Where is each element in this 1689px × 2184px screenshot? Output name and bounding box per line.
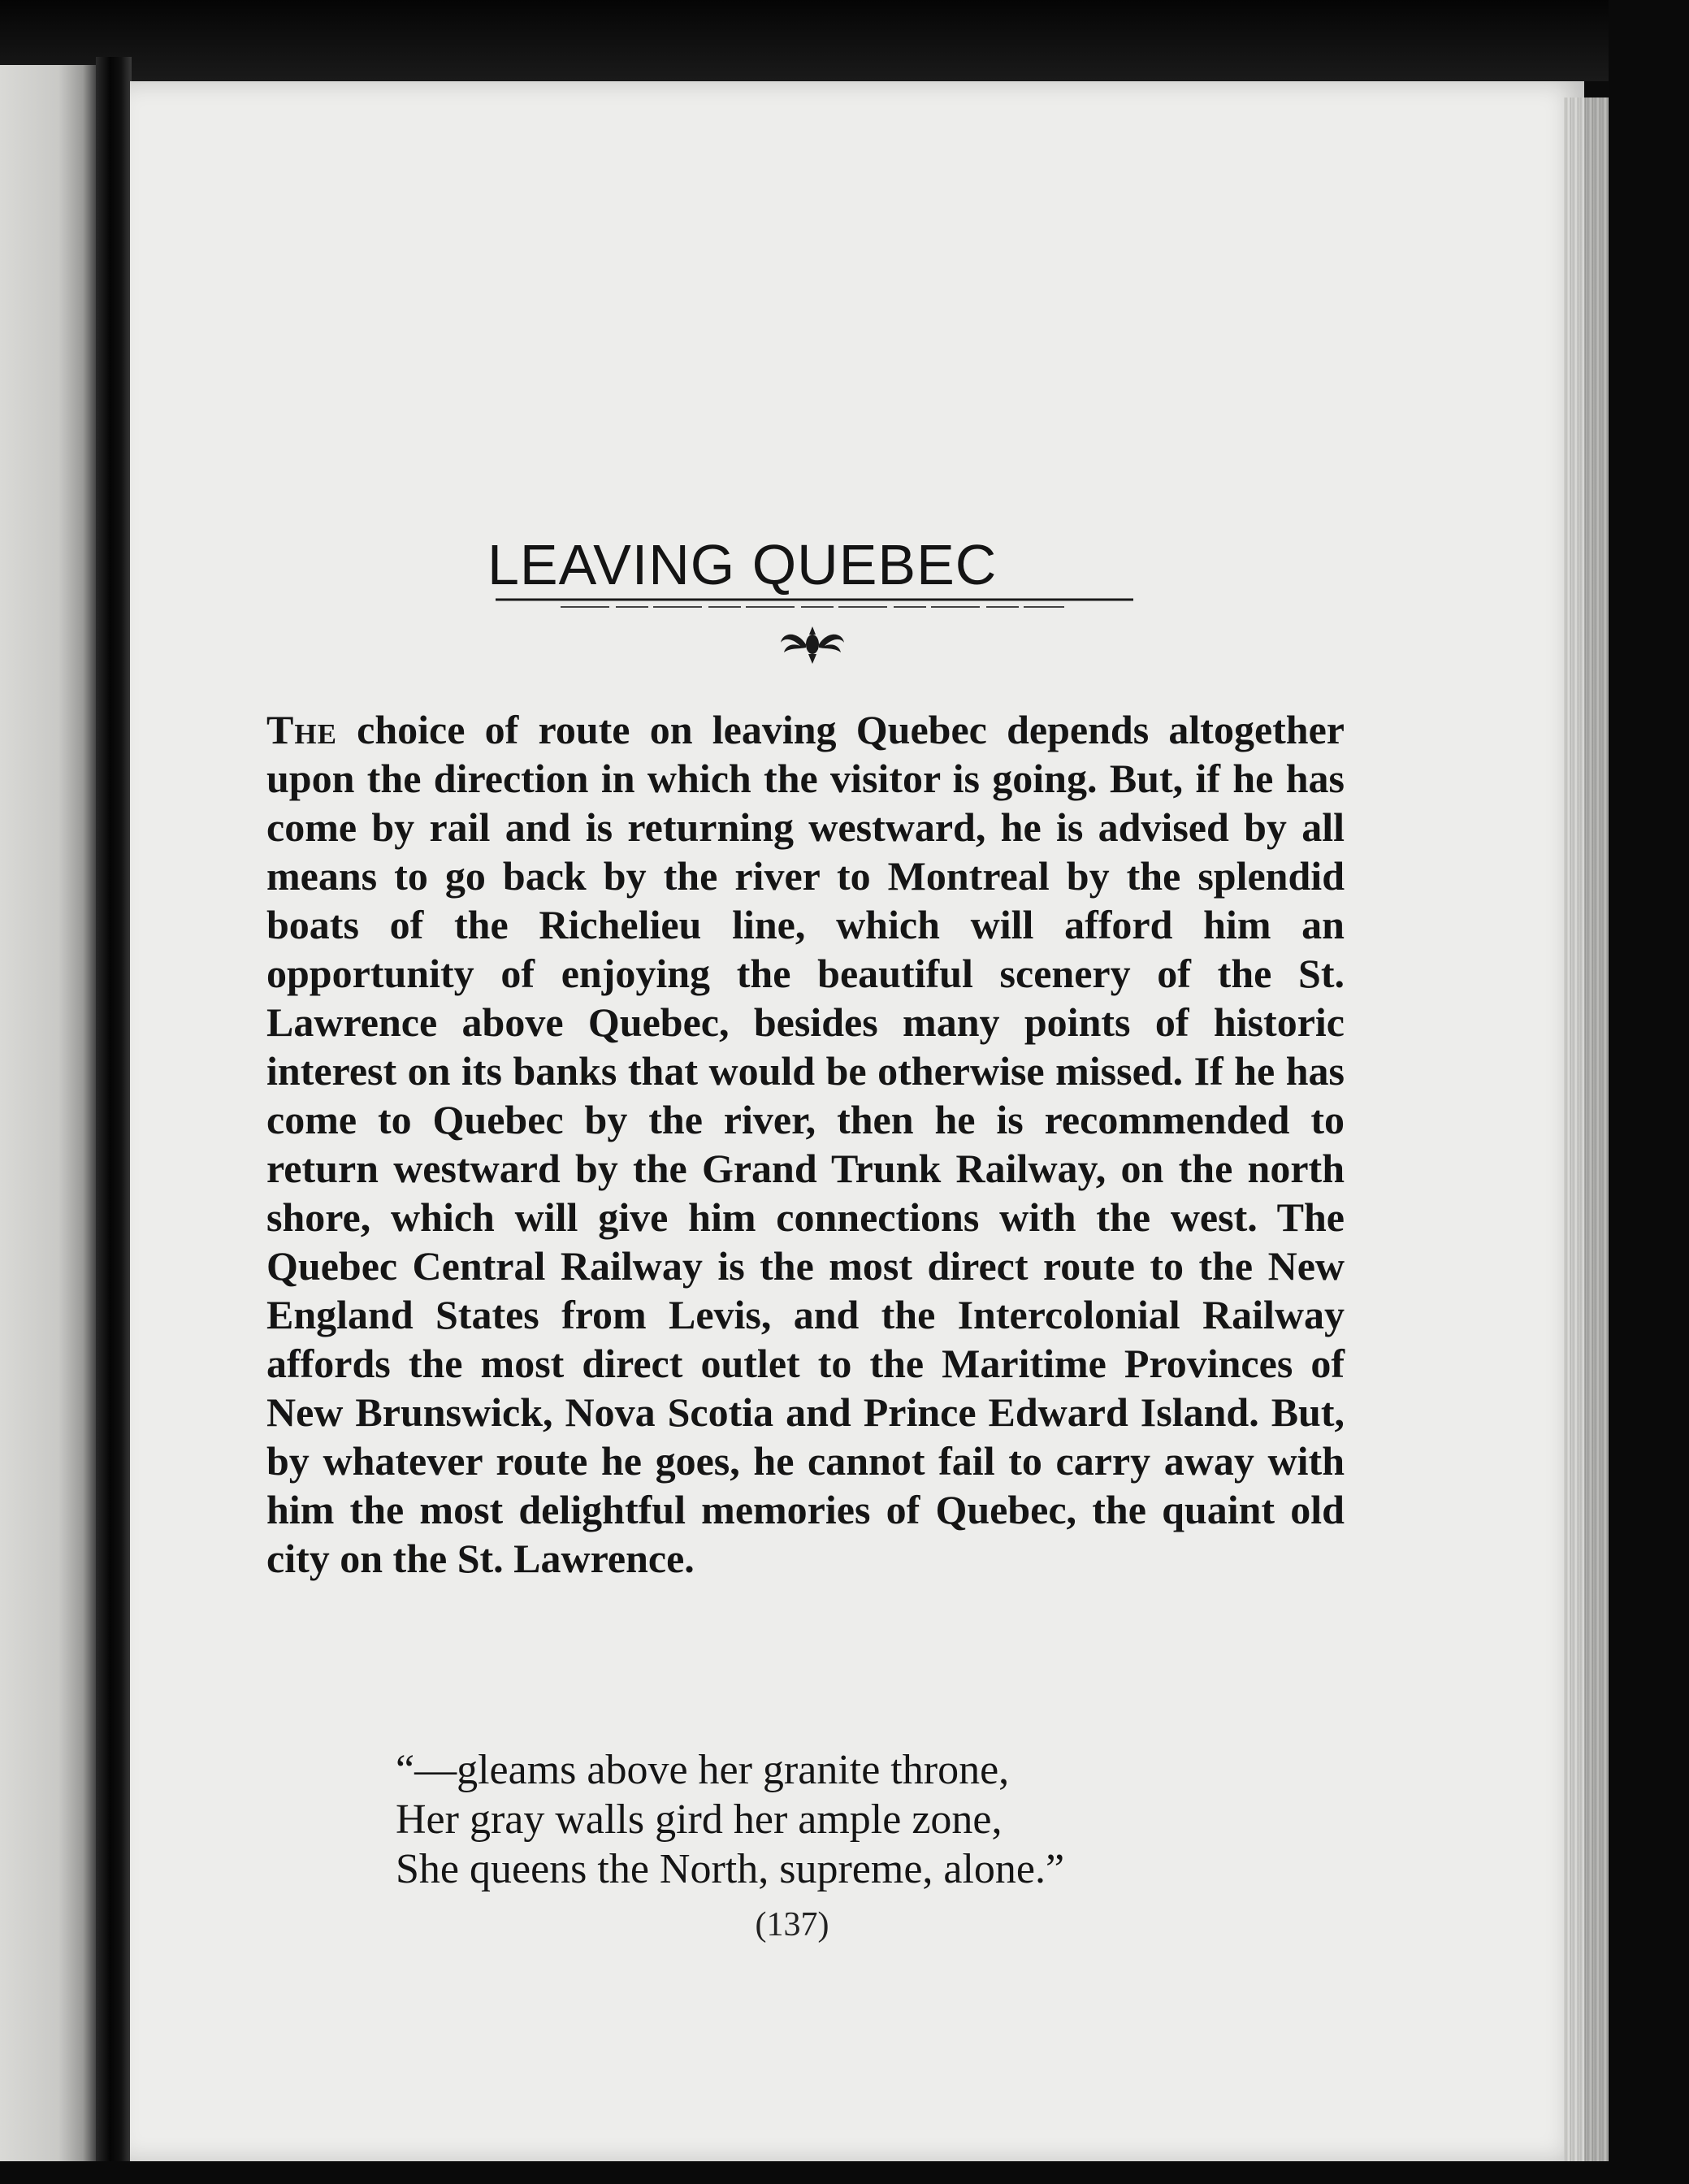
verse-quotation <box>396 1745 1289 1894</box>
page-stack-edge <box>1564 98 1609 2161</box>
page-number: (137) <box>755 1906 829 1944</box>
scan-right-edge <box>1609 0 1689 2184</box>
facing-page-edge <box>0 65 97 2184</box>
verse-line: She queens the North, supreme, alone.” <box>396 1846 1065 1892</box>
body-paragraph <box>266 705 1345 1583</box>
verse-line: Her gray walls gird her ample zone, <box>396 1796 1003 1843</box>
paragraph-first-word: The <box>266 707 337 752</box>
book-gutter <box>96 57 132 2184</box>
verse-line: “—gleams above her granite throne, <box>396 1747 1010 1793</box>
paragraph-text: choice of route on leaving Quebec depends altogether upon the direction in which the visitor is going. But, if he has come by rail and is returning westward, he is advised by all means to go back by the river to Montreal by the splendid boats of the Richelieu line, which will afford him an opportunity of enjoying the beautiful scenery of the St. Lawrence above Quebec, besides many points of historic interest on its banks that would be otherwise missed. If he has come to Quebec by the river, then he is recommended to return westward by the Grand Trunk Railway, on the north shore, which will give him connections with the west. The Quebec Central Railway is the most direct route to the New England States from Levis, and the Intercolonial Railway affords the most direct outlet to the Maritime Provinces of New Brunswick, Nova Scotia and Prince Edward Island. But, by whatever route he goes, he cannot fail to carry away with him the most delightful memories of Quebec, the quaint old city on the St. Lawrence. <box>266 707 1345 1581</box>
title-rule-lines <box>496 597 1133 613</box>
fleuron-ornament-icon <box>776 622 849 666</box>
scan-bottom-edge <box>0 2161 1689 2184</box>
scan-top-edge <box>0 0 1689 81</box>
chapter-title: LEAVING QUEBEC <box>487 533 998 596</box>
